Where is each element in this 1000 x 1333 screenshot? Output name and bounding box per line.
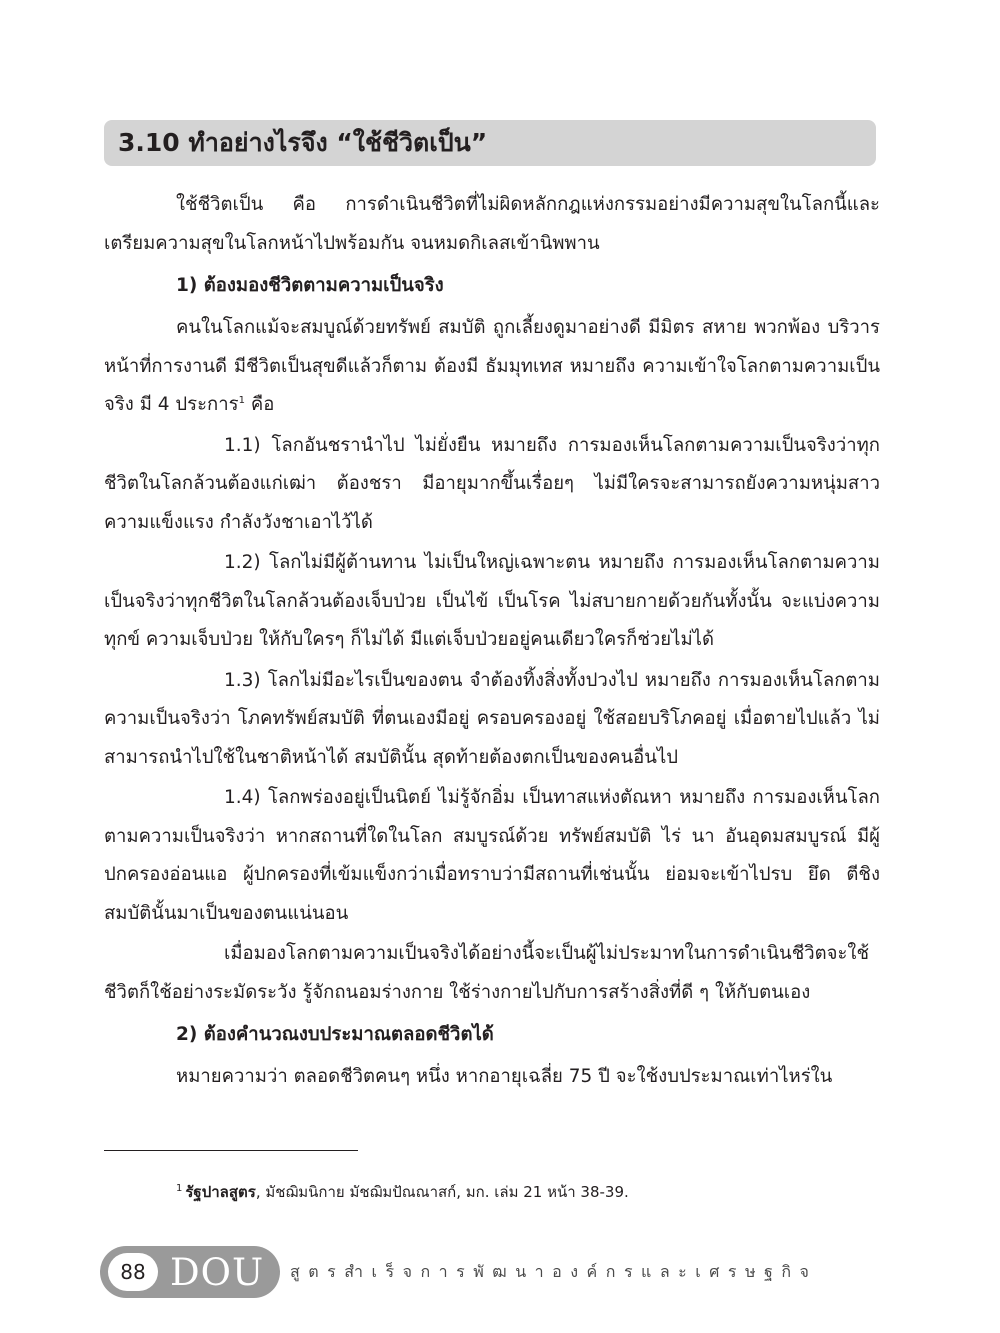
brand-logo-text: DOU [170,1250,265,1294]
paragraph-worldview-text: คนในโลกแม้จะสมบูณ์ด้วยทรัพย์ สมบัติ ถูกเลี้ยงดูมาอย่างดี มีมิตร สหาย พวกพ้อง บริวาร หน้าที่การงานดี มีชีวิตเป็นสุขดีแล้วก็ตาม ต้องมี ธัมมุทเทส หมายถึง ความเข้าใจโลกตามความเป็นจริง มี 4 ประการ [104,317,880,415]
body-content [104,186,880,1097]
list-item-1-4: 1.4) โลกพร่องอยู่เป็นนิตย์ ไม่รู้จักอิ่ม เป็นทาสแห่งตัณหา หมายถึง การมองเห็นโลกตามความเป็นจริงว่า หากสถานที่ใดในโลก สมบูรณ์ด้วย ทรัพย์สมบัติ ไร่ นา อันอุดมสมบูรณ์ มีผู้ปกครองอ่อนแอ ผู้ปกครองที่เข้มแข็งกว่าเมื่อทราบว่ามีสถานที่เช่นนั้น ย่อมจะเข้าไปรบ ยึด ตีชิง สมบัตินั้นมาเป็นของตนแน่นอน [104,787,880,924]
footnote [176,1180,629,1204]
paragraph-budget: หมายความว่า ตลอดชีวิตคนๆ หนึ่ง หากอายุเฉลี่ย 75 ปี จะใช้งบประมาณเท่าไหร่ใน [176,1066,833,1087]
footnote-source-details: , มัชฌิมนิกาย มัชฌิมปัณณาสก์, มก. เล่ม 21 หน้า 38-39. [255,1183,629,1201]
paragraph-worldview [104,309,880,425]
list-item-1-3: 1.3) โลกไม่มีอะไรเป็นของตน จำต้องทิ้งสิ่งทั้งปวงไป หมายถึง การมองเห็นโลกตามความเป็นจริงว่า โภคทรัพย์สมบัติ ที่ตนเองมีอยู่ ครอบครองอยู่ ใช้สอยบริโภคอยู่ เมื่อตายไปแล้ว ไม่สามารถนำไปใช้ในชาติหน้าได้ สมบัตินั้น สุดท้ายต้องตกเป็นของคนอื่นไป [104,669,880,768]
footnote-mark: 1 [176,1183,183,1194]
sub-heading-2: 2) ต้องคำนวณงบประมาณตลอดชีวิตได้ [176,1024,494,1045]
paragraph-worldview-tail: คือ [244,394,275,415]
footnote-divider [104,1150,358,1151]
section-heading-bar [104,120,876,166]
intro-paragraph: ใช้ชีวิตเป็น คือ การดำเนินชีวิตที่ไม่ผิดหลักกฎแห่งกรรมอย่างมีความสุขในโลกนี้และเตรียมความสุขในโลกหน้าไปพร้อมกัน จนหมดกิเลสเข้านิพพาน [104,194,880,254]
footnote-source-title: รัฐปาลสูตร [185,1183,256,1201]
list-item-1-2: 1.2) โลกไม่มีผู้ต้านทาน ไม่เป็นใหญ่เฉพาะตน หมายถึง การมองเห็นโลกตามความเป็นจริงว่าทุกชีวิตในโลกล้วนต้องเจ็บป่วย เป็นไข้ เป็นโรค ไม่สบายกายด้วยกันทั้งนั้น จะแบ่งความทุกข์ ความเจ็บป่วย ให้กับใครๆ ก็ไม่ได้ มีแต่เจ็บป่วยอยู่คนเดียวใครก็ช่วยไม่ได้ [104,552,880,650]
sub-heading-1: 1) ต้องมองชีวิตตามความเป็นจริง [176,275,444,296]
section-title: 3.10 ทำอย่างไรจึง “ใช้ชีวิตเป็น” [118,128,488,157]
page-number: 88 [108,1253,158,1291]
paragraph-conclusion: เมื่อมองโลกตามความเป็นจริงได้อย่างนี้จะเป็นผู้ไม่ประมาทในการดำเนินชีวิตจะใช้ชีวิตก็ใช้อย่างระมัดระวัง รู้จักถนอมร่างกาย ใช้ร่างกายไปกับการสร้างสิ่งที่ดี ๆ ให้กับตนเอง [104,943,870,1003]
running-title: สูตรสำเร็จการพัฒนาองค์กรและเศรษฐกิจ [290,1262,818,1281]
list-item-1-1: 1.1) โลกอันชรานำไป ไม่ยั่งยืน หมายถึง การมองเห็นโลกตามความเป็นจริงว่าทุกชีวิตในโลกล้วนต้องแก่เฒ่า ต้องชรา มีอายุมากขึ้นเรื่อยๆ ไม่มีใครจะสามารถยังความหนุ่มสาว ความแข็งแรง กำลังวังชาเอาไว้ได้ [104,434,880,533]
footnote-reference: 1 [238,394,245,406]
